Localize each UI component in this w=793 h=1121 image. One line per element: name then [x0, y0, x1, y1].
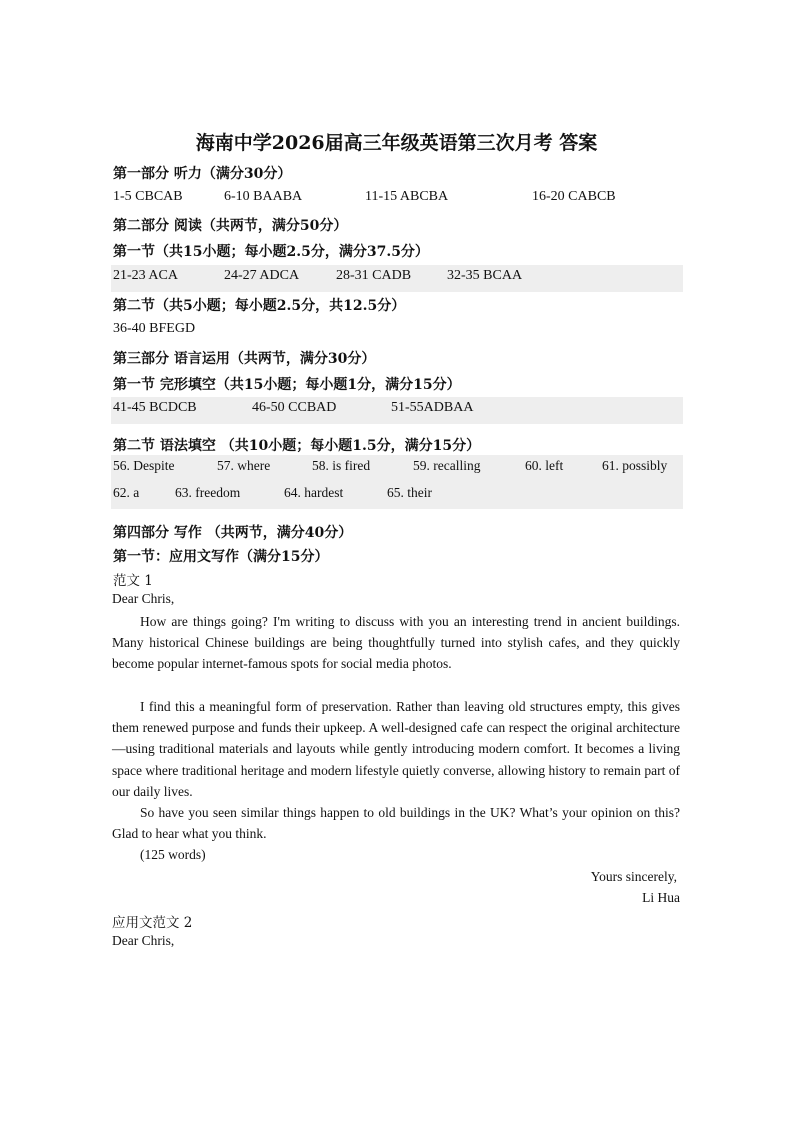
part4-section1-heading: 第一节：应用文写作（满分15分）: [113, 549, 329, 565]
part1-heading: 第一部分 听力（满分30分）: [113, 166, 292, 182]
letter-greeting: Dear Chris,: [112, 591, 175, 606]
answer-51-55: 51-55ADBAA: [391, 400, 474, 415]
answer-60: 60. left: [525, 458, 564, 473]
answer-21-23: 21-23 ACA: [113, 268, 178, 283]
sample1-label: 范文 1: [113, 573, 153, 589]
part4-heading: 第四部分 写作 （共两节，满分40分）: [113, 525, 353, 541]
answer-24-27: 24-27 ADCA: [224, 268, 300, 283]
answer-36-40: 36-40 BFEGD: [113, 321, 196, 336]
answer-61: 61. possibly: [602, 458, 668, 473]
answer-11-15: 11-15 ABCBA: [365, 189, 449, 204]
answer-62: 62. a: [113, 485, 140, 500]
letter-paragraph-3: So have you seen similar things happen to old buildings in the UK? What’s your opinion on this? Glad to hear what you think.: [112, 805, 680, 842]
part2-section2-heading: 第二节（共5小题；每小题2.5分，共12.5分）: [113, 298, 406, 314]
answer-64: 64. hardest: [284, 485, 344, 500]
answer-56: 56. Despite: [113, 458, 175, 473]
answer-57: 57. where: [217, 458, 271, 473]
part3-section1-heading: 第一节 完形填空（共15小题；每小题1分，满分15分）: [113, 377, 461, 393]
answer-41-45: 41-45 BCDCB: [113, 400, 197, 415]
answer-59: 59. recalling: [413, 458, 481, 473]
answer-63: 63. freedom: [175, 485, 241, 500]
part3-section2-heading: 第二节 语法填空 （共10小题；每小题1.5分，满分15分）: [113, 438, 481, 454]
answer-28-31: 28-31 CADB: [336, 268, 412, 283]
word-count: (125 words): [140, 847, 206, 862]
answer-1-5: 1-5 CBCAB: [113, 189, 183, 204]
letter-closing: Yours sincerely,: [590, 869, 677, 884]
answer-32-35: 32-35 BCAA: [447, 268, 523, 283]
part2-section1-heading: 第一节（共15小题；每小题2.5分，满分37.5分）: [113, 244, 429, 260]
answer-46-50: 46-50 CCBAD: [252, 400, 337, 415]
part3-heading: 第三部分 语言运用（共两节，满分30分）: [113, 351, 376, 367]
letter-signature: Li Hua: [642, 890, 680, 905]
page-title: 海南中学2026届高三年级英语第三次月考 答案: [195, 132, 598, 154]
answer-6-10: 6-10 BAABA: [224, 189, 303, 204]
letter-paragraph-1: How are things going? I'm writing to discuss with you an interesting trend in ancient buildings. Many historical Chinese buildings are being thoughtfully turned into stylish cafes, and they quickly become popular internet-famous spots for social media photos.: [112, 614, 680, 672]
answer-58: 58. is fired: [312, 458, 371, 473]
part2-heading: 第二部分 阅读（共两节，满分50分）: [113, 218, 348, 234]
answer-65: 65. their: [387, 485, 432, 500]
letter-paragraph-2: I find this a meaningful form of preservation. Rather than leaving old structures empty, this gives them renewed purpose and funds their upkeep. A well-designed cafe can respect the original architecture —using traditional materials and layouts while gently introducing modern comfort. It becomes a living space where traditional heritage and modern lifestyle quietly converse, allowing history to remain part of our daily lives.: [112, 699, 680, 799]
letter2-greeting: Dear Chris,: [112, 933, 175, 948]
sample2-label: 应用文范文 2: [112, 915, 193, 931]
answer-16-20: 16-20 CABCB: [532, 189, 616, 204]
